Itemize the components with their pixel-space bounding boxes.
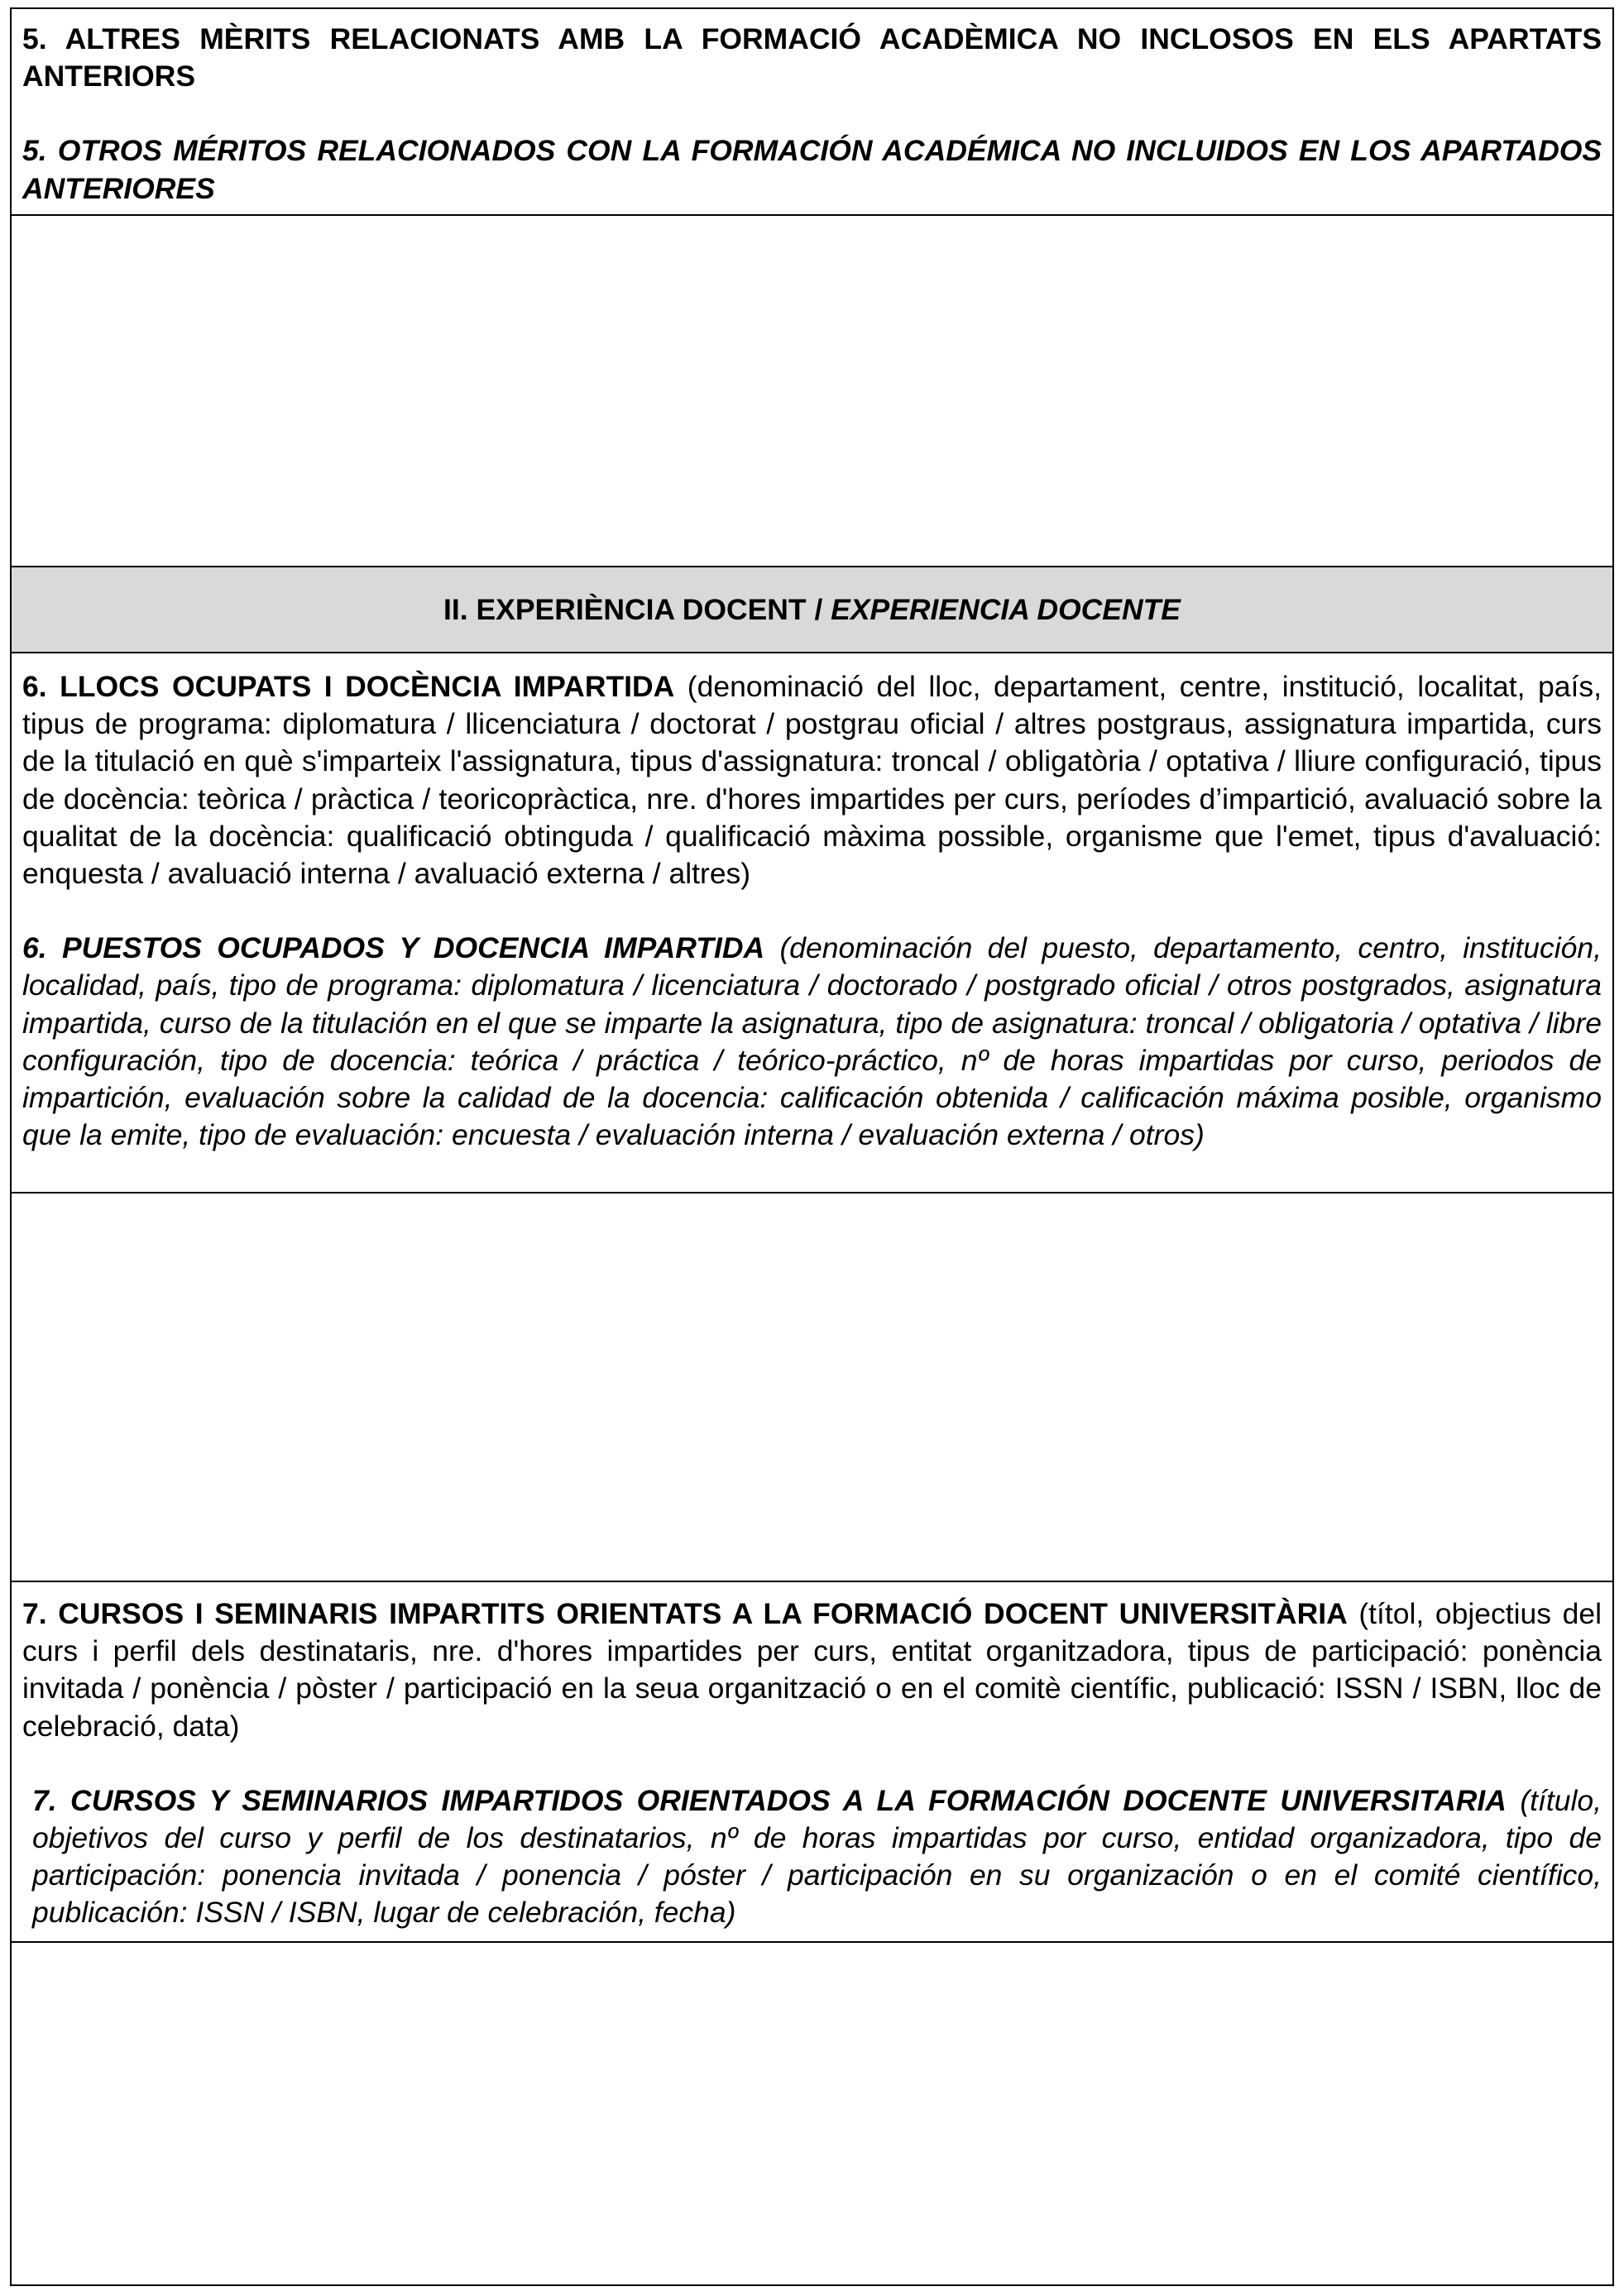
section-7-answer-area[interactable]: [12, 1943, 1612, 2284]
section-6-text-es: [22, 930, 1602, 1154]
section-5-title-es: 5. OTROS MÉRITOS RELACIONADOS CON LA FORMACIÓN ACADÉMICA NO INCLUIDOS EN LOS APARTADOS ANTERIORES: [22, 134, 1602, 205]
section-6-heading-ca: 6. LLOCS OCUPATS I DOCÈNCIA IMPARTIDA: [22, 670, 675, 703]
section-7-heading-ca: 7. CURSOS I SEMINARIS IMPARTITS ORIENTATS A LA FORMACIÓ DOCENT UNIVERSITÀRIA: [22, 1597, 1348, 1630]
section-7-text-es: [22, 1782, 1602, 1932]
section-ii-header: [12, 567, 1612, 653]
section-7-desc-ca: (títol, objectius del curs i perfil dels destinataris, nre. d'hores impartides per curs, entitat organitzadora, tipus de participació: ponència invitada / ponència / pòster / participació en la seua organització o en el comitè científic, publicació: ISSN / ISBN, lloc de celebració, data): [22, 1597, 1602, 1743]
section-ii-title-es: EXPERIENCIA DOCENTE: [831, 592, 1181, 626]
section-6-answer-area[interactable]: [12, 1193, 1612, 1582]
section-7-heading-es: 7. CURSOS Y SEMINARIOS IMPARTIDOS ORIENTADOS A LA FORMACIÓN DOCENTE UNIVERSITARIA: [32, 1783, 1507, 1817]
section-ii-title-ca: II. EXPERIÈNCIA DOCENT /: [443, 592, 831, 626]
section-7-desc-es: (título, objetivos del curso y perfil de los destinatarios, nº de horas impartidas por curso, entidad organizadora, tipo de participación: ponencia invitada / ponencia / póster / participación en su organización o en el comité científico, publicación: ISSN / ISBN, lugar de celebración, fecha): [32, 1783, 1602, 1930]
section-6-desc-ca: (denominació del lloc, departament, centre, institució, localitat, país, tipus de programa: diplomatura / llicenciatura / doctorat / postgrau oficial / altres postgraus, assignatura impartida, curs de la titulació en què s'imparteix l'assignatura, tipus d'assignatura: troncal / obligatòria / optativa / lliure configuració, tipus de docència: teòrica / pràctica / teoricopràctica, nre. d'hores impartides per curs, períodes d’impartició, avaluació sobre la qualitat de la docència: qualificació obtinguda / qualificació màxima possible, organisme que l'emet, tipus d'avaluació: enquesta / avaluació interna / avaluació externa / altres): [22, 670, 1602, 891]
section-6-desc-es: (denominación del puesto, departamento, centro, institución, localidad, país, tipo de programa: diplomatura / licenciatura / doctorado / postgrado oficial / otros postgrados, asignatura impartida, curso de la titulación en el que se imparte la asignatura, tipo de asignatura: troncal / obligatoria / optativa / libre configuración, tipo de docencia: teórica / práctica / teórico-práctico, nº de horas impartidas por curso, periodos de impartición, evaluación sobre la calidad de la docencia: calificación obtenida / calificación máxima posible, organismo que la emite, tipo de evaluación: encuesta / evaluación interna / evaluación externa / otros): [22, 931, 1602, 1152]
section-6-header: [12, 653, 1612, 1193]
section-6-heading-es: 6. PUESTOS OCUPADOS Y DOCENCIA IMPARTIDA: [22, 931, 765, 965]
section-5-header: [12, 9, 1612, 216]
section-5-title-ca: 5. ALTRES MÈRITS RELACIONATS AMB LA FORMACIÓ ACADÈMICA NO INCLOSOS EN ELS APARTATS ANTERIORS: [22, 22, 1602, 93]
section-7-header: [12, 1582, 1612, 1943]
section-5-answer-area[interactable]: [12, 216, 1612, 567]
section-7-text-ca: [22, 1595, 1602, 1745]
cv-form-table: [10, 7, 1614, 2286]
section-6-text-ca: [22, 668, 1602, 892]
